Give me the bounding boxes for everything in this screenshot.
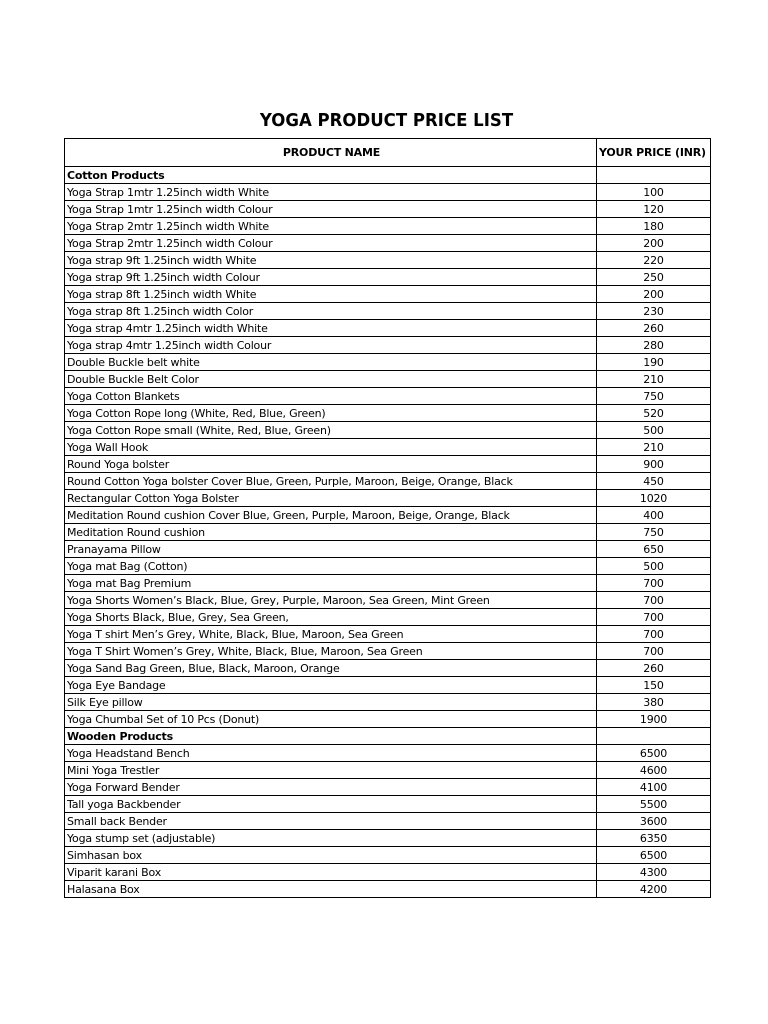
- table-row: [65, 456, 711, 473]
- price-cell: 150: [597, 677, 711, 694]
- table-row: [65, 252, 711, 269]
- price-cell: 700: [597, 643, 711, 660]
- product-name-cell: Yoga strap 9ft 1.25inch width Colour: [65, 269, 597, 286]
- table-row: [65, 881, 711, 898]
- product-name-cell: Yoga Shorts Women’s Black, Blue, Grey, Purple, Maroon, Sea Green, Mint Green: [65, 592, 597, 609]
- section-row: [65, 728, 711, 745]
- price-cell: 700: [597, 626, 711, 643]
- product-name-cell: Rectangular Cotton Yoga Bolster: [65, 490, 597, 507]
- table-row: [65, 813, 711, 830]
- product-name-cell: Meditation Round cushion Cover Blue, Green, Purple, Maroon, Beige, Orange, Black: [65, 507, 597, 524]
- table-row: [65, 337, 711, 354]
- column-header-product-name: PRODUCT NAME: [65, 139, 597, 167]
- table-row: [65, 796, 711, 813]
- price-cell: 4100: [597, 779, 711, 796]
- table-row: [65, 830, 711, 847]
- price-cell: 280: [597, 337, 711, 354]
- table-row: [65, 762, 711, 779]
- table-row: [65, 422, 711, 439]
- price-cell: 180: [597, 218, 711, 235]
- price-cell: 200: [597, 286, 711, 303]
- table-row: [65, 847, 711, 864]
- price-cell: 5500: [597, 796, 711, 813]
- price-cell: 190: [597, 354, 711, 371]
- table-row: [65, 371, 711, 388]
- product-name-cell: Simhasan box: [65, 847, 597, 864]
- table-row: [65, 218, 711, 235]
- price-cell: 200: [597, 235, 711, 252]
- product-name-cell: Yoga strap 8ft 1.25inch width Color: [65, 303, 597, 320]
- price-cell: 750: [597, 388, 711, 405]
- table-row: [65, 286, 711, 303]
- product-name-cell: Yoga Strap 1mtr 1.25inch width White: [65, 184, 597, 201]
- table-row: [65, 490, 711, 507]
- table-body: [65, 167, 711, 898]
- product-name-cell: Yoga strap 4mtr 1.25inch width White: [65, 320, 597, 337]
- price-cell: 1900: [597, 711, 711, 728]
- price-cell: 6350: [597, 830, 711, 847]
- table-row: [65, 660, 711, 677]
- table-row: [65, 201, 711, 218]
- section-title: Wooden Products: [65, 728, 597, 745]
- product-name-cell: Yoga Chumbal Set of 10 Pcs (Donut): [65, 711, 597, 728]
- table-row: [65, 626, 711, 643]
- price-cell: 900: [597, 456, 711, 473]
- table-row: [65, 524, 711, 541]
- product-name-cell: Double Buckle Belt Color: [65, 371, 597, 388]
- table-row: [65, 184, 711, 201]
- price-cell: 230: [597, 303, 711, 320]
- price-cell: 210: [597, 439, 711, 456]
- table-row: [65, 303, 711, 320]
- price-cell: 3600: [597, 813, 711, 830]
- price-cell: 4300: [597, 864, 711, 881]
- price-cell: 210: [597, 371, 711, 388]
- product-name-cell: Yoga Shorts Black, Blue, Grey, Sea Green,: [65, 609, 597, 626]
- product-name-cell: Yoga Eye Bandage: [65, 677, 597, 694]
- product-name-cell: Yoga strap 4mtr 1.25inch width Colour: [65, 337, 597, 354]
- price-cell: 700: [597, 592, 711, 609]
- header-row: [65, 139, 711, 167]
- page-title: YOGA PRODUCT PRICE LIST: [259, 110, 514, 131]
- product-name-cell: Yoga mat Bag Premium: [65, 575, 597, 592]
- product-name-cell: Meditation Round cushion: [65, 524, 597, 541]
- product-name-cell: Yoga Strap 2mtr 1.25inch width White: [65, 218, 597, 235]
- price-cell: 250: [597, 269, 711, 286]
- price-cell: 6500: [597, 745, 711, 762]
- product-name-cell: Mini Yoga Trestler: [65, 762, 597, 779]
- table-row: [65, 643, 711, 660]
- price-cell: 450: [597, 473, 711, 490]
- product-name-cell: Double Buckle belt white: [65, 354, 597, 371]
- table-row: [65, 541, 711, 558]
- product-name-cell: Yoga stump set (adjustable): [65, 830, 597, 847]
- product-name-cell: Yoga Sand Bag Green, Blue, Black, Maroon, Orange: [65, 660, 597, 677]
- product-name-cell: Yoga Cotton Rope small (White, Red, Blue, Green): [65, 422, 597, 439]
- product-name-cell: Tall yoga Backbender: [65, 796, 597, 813]
- product-name-cell: Yoga Cotton Blankets: [65, 388, 597, 405]
- product-name-cell: Yoga T shirt Men’s Grey, White, Black, Blue, Maroon, Sea Green: [65, 626, 597, 643]
- price-cell: 260: [597, 320, 711, 337]
- price-cell: 500: [597, 422, 711, 439]
- price-cell: 4600: [597, 762, 711, 779]
- section-row: [65, 167, 711, 184]
- price-cell: 380: [597, 694, 711, 711]
- price-cell: 400: [597, 507, 711, 524]
- table-row: [65, 507, 711, 524]
- column-header-price: YOUR PRICE (INR): [597, 139, 711, 167]
- price-cell: 4200: [597, 881, 711, 898]
- table-row: [65, 864, 711, 881]
- product-name-cell: Yoga Forward Bender: [65, 779, 597, 796]
- product-name-cell: Viparit karani Box: [65, 864, 597, 881]
- product-name-cell: Round Yoga bolster: [65, 456, 597, 473]
- price-cell: 260: [597, 660, 711, 677]
- product-name-cell: Yoga T Shirt Women’s Grey, White, Black, Blue, Maroon, Sea Green: [65, 643, 597, 660]
- price-cell: 100: [597, 184, 711, 201]
- table-row: [65, 609, 711, 626]
- price-table: [64, 138, 711, 898]
- table-row: [65, 745, 711, 762]
- table-row: [65, 388, 711, 405]
- table-row: [65, 439, 711, 456]
- table-row: [65, 779, 711, 796]
- price-cell: 700: [597, 609, 711, 626]
- product-name-cell: Yoga strap 8ft 1.25inch width White: [65, 286, 597, 303]
- product-name-cell: Small back Bender: [65, 813, 597, 830]
- table-row: [65, 575, 711, 592]
- product-name-cell: Yoga Wall Hook: [65, 439, 597, 456]
- price-cell: 6500: [597, 847, 711, 864]
- product-name-cell: Pranayama Pillow: [65, 541, 597, 558]
- table-row: [65, 473, 711, 490]
- product-name-cell: Round Cotton Yoga bolster Cover Blue, Green, Purple, Maroon, Beige, Orange, Black: [65, 473, 597, 490]
- price-cell: 1020: [597, 490, 711, 507]
- price-cell: 500: [597, 558, 711, 575]
- product-name-cell: Yoga Strap 2mtr 1.25inch width Colour: [65, 235, 597, 252]
- table-row: [65, 405, 711, 422]
- price-cell: 220: [597, 252, 711, 269]
- price-cell: 750: [597, 524, 711, 541]
- price-cell: [597, 167, 711, 184]
- table-row: [65, 354, 711, 371]
- table-row: [65, 592, 711, 609]
- price-cell: 520: [597, 405, 711, 422]
- price-cell: 700: [597, 575, 711, 592]
- table-row: [65, 269, 711, 286]
- product-name-cell: Yoga mat Bag (Cotton): [65, 558, 597, 575]
- table-row: [65, 677, 711, 694]
- product-name-cell: Yoga Headstand Bench: [65, 745, 597, 762]
- section-title: Cotton Products: [65, 167, 597, 184]
- table-row: [65, 694, 711, 711]
- price-cell: [597, 728, 711, 745]
- product-name-cell: Yoga Cotton Rope long (White, Red, Blue, Green): [65, 405, 597, 422]
- table-row: [65, 711, 711, 728]
- price-cell: 650: [597, 541, 711, 558]
- product-name-cell: Yoga Strap 1mtr 1.25inch width Colour: [65, 201, 597, 218]
- price-cell: 120: [597, 201, 711, 218]
- product-name-cell: Yoga strap 9ft 1.25inch width White: [65, 252, 597, 269]
- product-name-cell: Silk Eye pillow: [65, 694, 597, 711]
- table-row: [65, 558, 711, 575]
- table-row: [65, 320, 711, 337]
- table-row: [65, 235, 711, 252]
- product-name-cell: Halasana Box: [65, 881, 597, 898]
